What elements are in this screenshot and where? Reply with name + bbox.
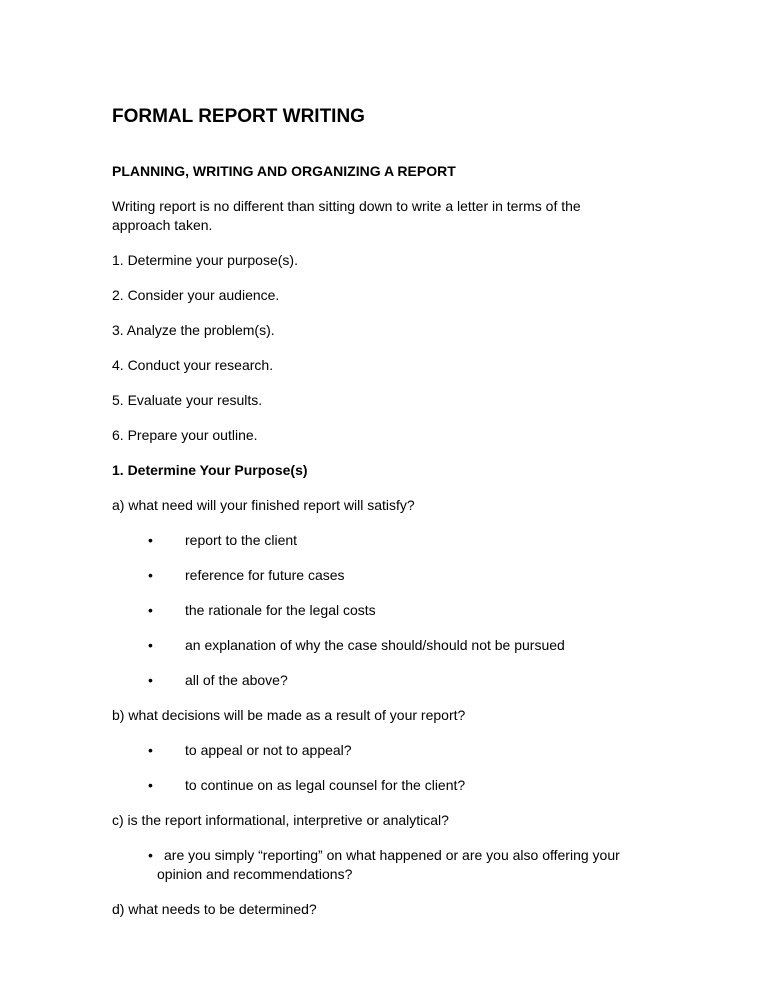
bullet-item: reference for future cases — [185, 567, 345, 583]
bullet-icon: • — [148, 777, 153, 793]
bullet-item: an explanation of why the case should/should not be pursued — [185, 637, 565, 653]
bullet-icon: • — [148, 567, 153, 583]
step-item: 1. Determine your purpose(s). — [112, 252, 298, 268]
subsection-heading: 1. Determine Your Purpose(s) — [112, 462, 308, 478]
bullet-icon: • — [148, 742, 153, 758]
bullet-item: are you simply “reporting” on what happened or are you also offering your — [164, 847, 620, 863]
bullet-icon: • — [148, 602, 153, 618]
section-heading: PLANNING, WRITING AND ORGANIZING A REPORT — [112, 163, 456, 179]
bullet-item: all of the above? — [185, 672, 288, 688]
step-item: 4. Conduct your research. — [112, 357, 274, 373]
bullet-item: the rationale for the legal costs — [185, 602, 376, 618]
bullet-icon: • — [148, 672, 153, 688]
intro-line: approach taken. — [112, 217, 213, 233]
bullet-icon: • — [148, 637, 153, 653]
step-item: 6. Prepare your outline. — [112, 427, 258, 443]
bullet-item: to appeal or not to appeal? — [185, 742, 352, 758]
step-item: 3. Analyze the problem(s). — [112, 322, 275, 338]
document-title: FORMAL REPORT WRITING — [112, 106, 365, 127]
question: b) what decisions will be made as a result of your report? — [112, 707, 466, 723]
bullet-item: report to the client — [185, 532, 298, 548]
question: d) what needs to be determined? — [112, 901, 317, 917]
bullet-icon: • — [148, 532, 153, 548]
intro-line: Writing report is no different than sitting down to write a letter in terms of the — [112, 198, 581, 214]
bullet-icon: • — [148, 847, 153, 863]
question: a) what need will your finished report will satisfy? — [112, 497, 415, 513]
bullet-item-continued: opinion and recommendations? — [157, 866, 353, 882]
bullet-item: to continue on as legal counsel for the client? — [185, 777, 466, 793]
step-item: 5. Evaluate your results. — [112, 392, 263, 408]
step-item: 2. Consider your audience. — [112, 287, 280, 303]
question: c) is the report informational, interpretive or analytical? — [112, 812, 449, 828]
